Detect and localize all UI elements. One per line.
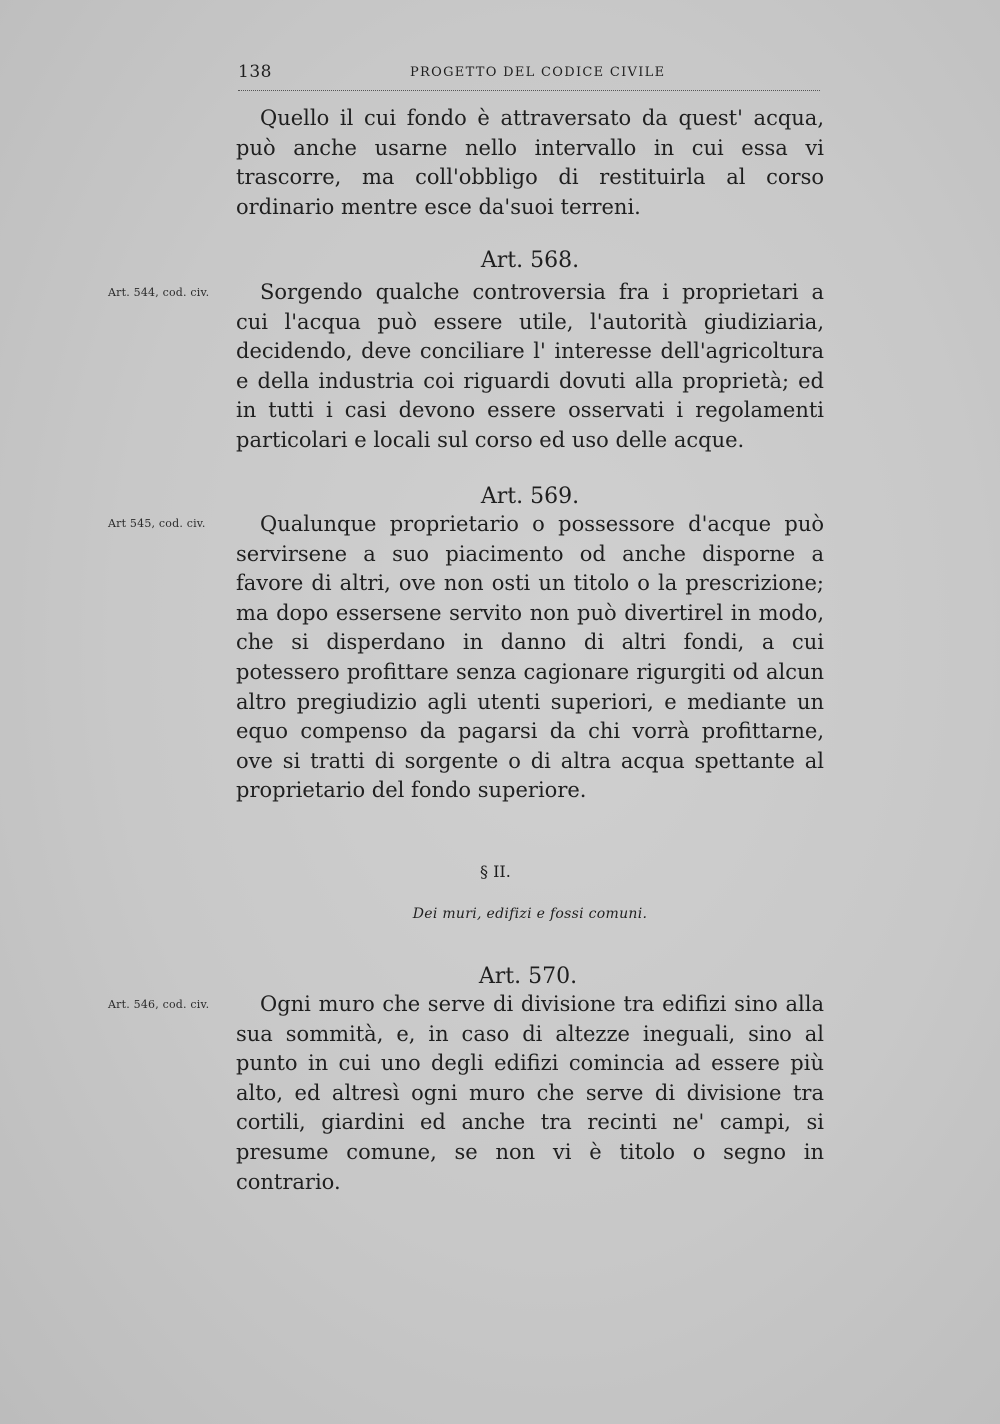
intro-paragraph: Quello il cui fondo è attraversato da quest' acqua, può anche usarne nello intervallo in cui essa vi trascorre, ma coll'obbligo di restituirla al corso ordinario mentre esce da'suoi terreni. <box>236 106 824 219</box>
article-568-body <box>236 278 824 456</box>
intro-paragraph-block <box>236 104 824 222</box>
section-mark: § II. <box>480 862 511 881</box>
article-570-text: Ogni muro che serve di divisione tra edifizi sino alla sua sommità, e, in caso di altezze ineguali, sino al punto in cui uno degli edifizi comincia ad essere più alto, ed altresì ogni muro che serve di divisione tra cortili, giardini ed anche tra recinti ne' campi, si presume comune, se non vi è titolo o segno in contrario. <box>236 992 824 1194</box>
page-number: 138 <box>238 62 272 82</box>
article-570-heading: Art. 570. <box>478 964 578 989</box>
section-title: Dei muri, edifizi e fossi comuni. <box>412 906 648 922</box>
article-568-text: Sorgendo qualche controversia fra i proprietari a cui l'acqua può essere utile, l'autorità giudiziaria, decidendo, deve conciliare l' interesse dell'agricoltura e della industria coi riguardi dovuti alla proprietà; ed in tutti i casi devono essere osservati i regolamenti particolari e locali sul corso ed uso delle acque. <box>236 280 824 452</box>
article-568-heading: Art. 568. <box>480 248 580 273</box>
article-569-body <box>236 510 824 806</box>
running-title: PROGETTO DEL CODICE CIVILE <box>410 65 666 80</box>
article-570-margin-ref: Art. 546, cod. civ. <box>108 998 210 1011</box>
article-570-body <box>236 990 824 1197</box>
article-569-text: Qualunque proprietario o possessore d'acque può servirsene a suo piacimento od anche disporne a favore di altri, ove non osti un titolo o la prescrizione; ma dopo essersene servito non può divertirel in modo, che si disperdano in danno di altri fondi, a cui potessero profittare senza cagionare rigurgiti od alcun altro pregiudizio agli utenti superiori, e mediante un equo compenso da pagarsi da chi vorrà profittarne, ove si tratti di sorgente o di altra acqua spettante al proprietario del fondo superiore. <box>236 512 824 803</box>
article-568-margin-ref: Art. 544, cod. civ. <box>108 286 210 299</box>
article-569-heading: Art. 569. <box>480 484 580 509</box>
page-header <box>238 62 820 91</box>
article-569-margin-ref: Art 545, cod. civ. <box>108 517 206 530</box>
